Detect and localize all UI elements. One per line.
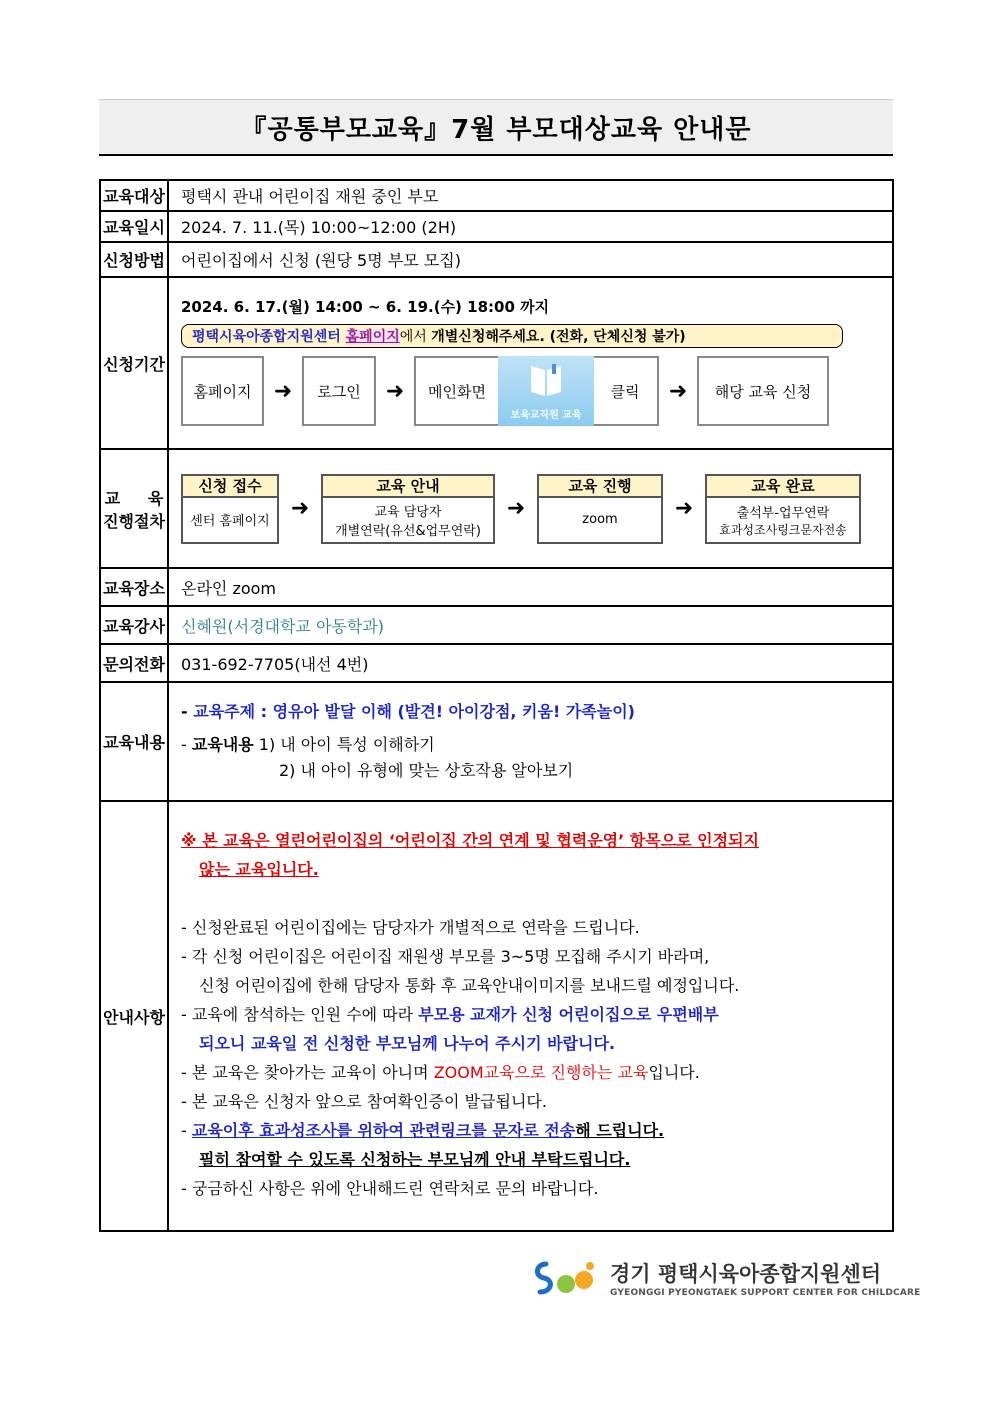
note-in: 에서 [399, 329, 432, 345]
notice-cell [168, 801, 893, 1231]
flow-step-main [414, 356, 659, 426]
period-dates: 2024. 6. 17.(월) 14:00 ~ 6. 19.(수) 18:00 까지 [181, 298, 550, 316]
label-period: 신청기간 [100, 277, 168, 449]
notice-spacer [181, 884, 880, 913]
process-flow [181, 474, 880, 544]
process-step-body-line: 개별연락(유선&업무연락) [335, 523, 481, 539]
value-phone: 031-692-7705(내선 4번) [168, 644, 893, 682]
process-step-body [707, 498, 859, 542]
row-notice [100, 801, 893, 1231]
notice-line: - 궁금하신 사항은 위에 안내해드린 연락처로 문의 바랍니다. [181, 1179, 599, 1198]
row-process [100, 449, 893, 568]
notice-line: 되오니 교육일 전 신청한 부모님께 나누어 주시기 바랍니다. [199, 1034, 616, 1053]
notice-emphasis: ZOOM교육으로 진행하는 교육 [433, 1063, 649, 1082]
process-step-apply [181, 474, 279, 544]
flow-step-login: 로그인 [302, 356, 376, 426]
topic-text: 교육주제 : 영유아 발달 이해 (발견! 아이강점, 키움! 가족놀이) [193, 702, 635, 721]
process-step-body-line: zoom [582, 512, 618, 527]
value-date: 2024. 7. 11.(목) 10:00~12:00 (2H) [168, 211, 893, 242]
flow-step-homepage: 홈페이지 [181, 356, 264, 426]
label-date: 교육일시 [100, 211, 168, 242]
row-place [100, 568, 893, 606]
process-step-body-line: 교육 담당자 [374, 504, 442, 520]
value-lecturer: 신혜원(서경대학교 아동학과) [168, 606, 893, 644]
arrow-icon: ➜ [385, 378, 405, 404]
notice-text: - 교육에 참석하는 인원 수에 따라 [181, 1005, 419, 1024]
notice-line: 필히 참여할 수 있도록 신청하는 부모님께 안내 부탁드립니다. [199, 1150, 631, 1169]
value-place: 온라인 zoom [168, 568, 893, 606]
flow-step-click: 클릭 [610, 382, 640, 401]
label-phone: 문의전화 [100, 644, 168, 682]
process-step-body [539, 498, 661, 542]
process-step-body [183, 498, 277, 542]
value-target: 평택시 관내 어린이집 재원 중인 부모 [168, 180, 893, 211]
content-topic [181, 699, 880, 722]
org-name-en: GYEONGGI PYEONGTAEK SUPPORT CENTER FOR CHILDCARE [610, 1288, 921, 1298]
training-book-image [498, 356, 594, 426]
notice-text: - [181, 1121, 192, 1140]
label-process [100, 449, 168, 568]
process-step-body [323, 498, 493, 542]
note-homepage: 홈페이지 [345, 329, 400, 345]
note-org: 평택시육아종합지원센터 [192, 329, 346, 345]
process-step-body-line: 효과성조사링크문자전송 [719, 522, 847, 537]
process-step-head: 신청 접수 [183, 476, 277, 498]
org-name-ko: 경기 평택시육아종합지원센터 [610, 1262, 882, 1286]
process-step-head: 교육 진행 [539, 476, 661, 498]
notice-text: 입니다. [648, 1063, 700, 1082]
label-target: 교육대상 [100, 180, 168, 211]
content-cell [168, 682, 893, 801]
notice-emphasis: 교육이후 효과성조사를 위하여 관련링크를 문자로 전송 [191, 1121, 576, 1140]
content-items [181, 732, 880, 784]
notice-warning-cont: 않는 교육입니다. [199, 860, 319, 879]
process-step-complete [705, 474, 861, 544]
process-step-guide [321, 474, 495, 544]
book-icon [529, 362, 563, 398]
label-notice: 안내사항 [100, 801, 168, 1231]
content-item-2: 2) 내 아이 유형에 맞는 상호작용 알아보기 [279, 761, 574, 780]
row-lecturer [100, 606, 893, 644]
process-step-body-line: 센터 홈페이지 [190, 514, 270, 529]
row-target [100, 180, 893, 211]
process-step-head: 교육 완료 [707, 476, 859, 498]
image-caption: 보육교직원 교육 [510, 409, 582, 421]
process-cell [168, 449, 893, 568]
flow-step-main-label: 메인화면 [428, 382, 486, 401]
notice-text: - 본 교육은 찾아가는 교육이 아니며 [181, 1063, 434, 1082]
topic-prefix: - [181, 702, 194, 721]
page-title: 『공통부모교육』7월 부모대상교육 안내문 [240, 114, 752, 145]
notice-line [181, 1058, 880, 1087]
notice-warning: ※ 본 교육은 열린어린이집의 ‘어린이집 간의 연계 및 협력운영’ 항목으로 인정되지 [181, 831, 760, 850]
org-logo [532, 1258, 921, 1298]
notice-line: 신청 어린이집에 한해 담당자 통화 후 교육안내이미지를 보내드릴 예정입니다. [199, 976, 740, 995]
content-item-1 [181, 732, 880, 758]
row-content [100, 682, 893, 801]
info-table [99, 179, 894, 1232]
notice-line [181, 1116, 880, 1145]
label-process-line2: 진행절차 [103, 511, 165, 531]
label-method: 신청방법 [100, 242, 168, 277]
note-rest: 개별신청해주세요. (전화, 단체신청 불가) [431, 329, 686, 345]
content-item-text: 1) 내 아이 특성 이해하기 [258, 735, 435, 754]
flow-step-apply: 해당 교육 신청 [697, 356, 829, 426]
period-note [181, 324, 843, 348]
row-method [100, 242, 893, 277]
title-banner [99, 99, 893, 156]
notice-line: - 본 교육은 신청자 앞으로 참여확인증이 발급됩니다. [181, 1092, 547, 1111]
arrow-icon: ➜ [506, 496, 526, 521]
notice-line: - 신청완료된 어린이집에는 담당자가 개별적으로 연락을 드립니다. [181, 918, 640, 937]
notice-emphasis: 부모용 교재가 신청 어린이집으로 우편배부 [418, 1005, 719, 1024]
value-method: 어린이집에서 신청 (원당 5명 부모 모집) [168, 242, 893, 277]
arrow-icon: ➜ [668, 378, 688, 404]
arrow-icon: ➜ [290, 496, 310, 521]
label-content: 교육내용 [100, 682, 168, 801]
period-cell [168, 277, 893, 449]
row-phone [100, 644, 893, 682]
apply-flow [181, 356, 880, 426]
logo-mark-icon [532, 1258, 604, 1298]
arrow-icon: ➜ [273, 378, 293, 404]
notice-text: 해 드립니다. [575, 1121, 665, 1140]
process-step-body-line: 출석부-업무연락 [736, 505, 830, 521]
label-lecturer: 교육강사 [100, 606, 168, 644]
label-place: 교육장소 [100, 568, 168, 606]
row-period [100, 277, 893, 449]
notice-line: - 각 신청 어린이집은 어린이집 재원생 부모를 3~5명 모집해 주시기 바라며, [181, 947, 710, 966]
row-date [100, 211, 893, 242]
process-step-head: 교육 안내 [323, 476, 493, 498]
process-step-run [537, 474, 663, 544]
label-process-line1: 교 육 [104, 488, 164, 508]
content-prefix: - [181, 735, 192, 754]
arrow-icon: ➜ [674, 496, 694, 521]
content-label: 교육내용 [191, 735, 254, 754]
notice-line [181, 1000, 880, 1029]
